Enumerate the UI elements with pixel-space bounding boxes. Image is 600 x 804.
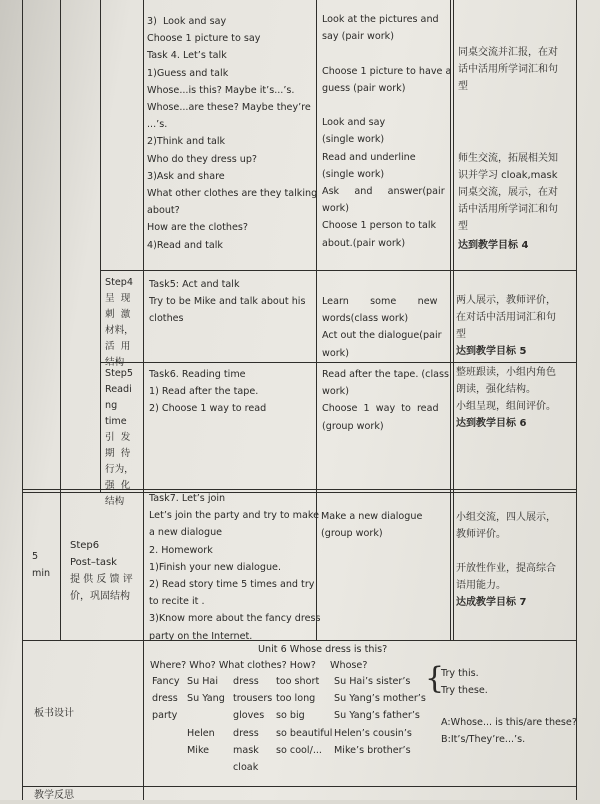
step4-label: Step4 呈 现 刺 激 材料， 活 用 结构: [105, 277, 134, 368]
design-intent-homework: 开放性作业，提高综合 语用能力。: [456, 563, 556, 591]
teacher-activity-task6: Task6. Reading time 1) Read after the tape. 2) Choose 1 way to read: [149, 369, 267, 415]
brace-symbol: {: [425, 661, 445, 696]
board-question-whose: Whose?: [330, 660, 368, 671]
teaching-goal-5: 达到教学目标 5: [456, 346, 527, 357]
student-activity-task4: Look at the pictures and say (pair work) Choose 1 picture to have a guess (pair work) Look and say (single work) Read and underline (single work) Ask and answer(pair work) Choose 1 person to talk about.(pair work): [322, 14, 452, 249]
board-question-words: Where? Who? What clothes? How?: [150, 660, 316, 671]
board-column-party: Fancy dress party: [152, 676, 180, 722]
board-try: Try this. Try these.: [441, 668, 488, 697]
teacher-activity-task4: 3) Look and say Choose 1 picture to say Task 4. Let’s talk 1)Guess and talk Whose...is this? Maybe it’s...’s. Whose...are these? Maybe they’re ...’s. 2)Think and talk Who do they dress up? 3)Ask and share What other clothes are they talking about? How are the clothes? 4)Read and talk: [147, 16, 318, 251]
time-label: 5 min: [32, 551, 51, 580]
design-intent-task4: 同桌交流并汇报，在对 话中活用所学词汇和句 型: [458, 47, 558, 92]
student-activity-task6: Read after the tape. (class work) Choose 1 way to read (group work): [322, 369, 449, 432]
teacher-activity-task7: Task7. Let’s join Let’s join the party and try to make a new dialogue 2. Homework 1)Finish your new dialogue. 2) Read story time 5 times and try to recite it . 3)Know more about the fancy dress party on the Internet.: [149, 493, 321, 642]
board-column-clothes: dress trousers gloves dress mask cloak: [233, 676, 273, 774]
column-line: [453, 0, 454, 640]
design-intent-task5: 两人展示，教师评价， 在对话中活用词汇和句 型: [456, 295, 556, 340]
row-line: [22, 786, 576, 787]
column-line: [22, 0, 23, 800]
teaching-goal-7: 达成教学目标 7: [456, 597, 527, 608]
board-column-how: too short too long so big so beautiful so cool/...: [276, 676, 333, 756]
board-column-names: Su Hai Su Yang Helen Mike: [187, 676, 225, 756]
column-line: [100, 0, 101, 492]
design-intent-task7: 小组交流，四人展示， 教师评价。: [456, 512, 556, 540]
board-column-owners: Su Hai’s sister’s Su Yang’s mother’s Su Yang’s father’s Helen’s cousin’s Mike’s brother’s: [334, 676, 426, 756]
column-line: [60, 0, 61, 640]
board-design-label: 板书设计: [34, 708, 74, 719]
step5-label: Step5 Readi ng time 引 发 期 待 行为， 强 化 结构: [105, 368, 134, 507]
teaching-reflection-label: 教学反思: [34, 790, 74, 801]
teaching-goal-6: 达到教学目标 6: [456, 418, 527, 429]
student-activity-task7: Make a new dialogue (group work): [321, 511, 423, 540]
board-pattern: A:Whose... is this/are these? B:It’s/They’re...’s.: [441, 717, 577, 746]
design-intent-task6: 整班跟读，小组内角色 朗读，强化结构。 小组呈现，组间评价。: [456, 367, 556, 412]
column-line: [576, 0, 577, 800]
student-activity-task5: Learn some new words(class work) Act out the dialogue(pair work): [322, 296, 442, 359]
column-line: [143, 0, 144, 800]
row-line: [100, 362, 576, 363]
board-title: Unit 6 Whose dress is this?: [258, 644, 388, 655]
row-line: [100, 270, 576, 271]
teacher-activity-task5: Task5: Act and talk Try to be Mike and talk about his clothes: [149, 279, 306, 325]
step6-label: Step6 Post–task 提 供 反 馈 评 价，巩固结构: [70, 540, 133, 602]
design-intent-task4-extra: 师生交流，拓展相关知 识并学习 cloak,mask 同桌交流，展示，在对 话中活用所学词汇和句 型: [458, 153, 558, 232]
teaching-goal-4: 达到教学目标 4: [458, 240, 529, 251]
